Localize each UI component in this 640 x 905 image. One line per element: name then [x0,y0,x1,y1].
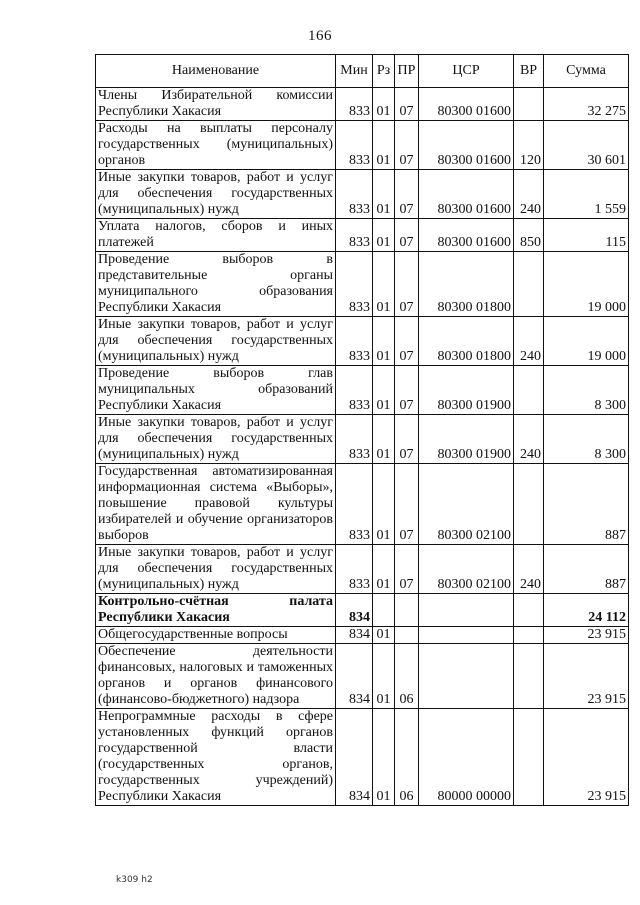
header-rz: Рз [373,55,395,88]
row-csr: 80300 02100 [419,545,514,594]
row-rz: 01 [373,545,395,594]
row-min: 834 [336,594,373,627]
row-rz: 01 [373,170,395,219]
table-row [96,366,629,415]
row-name: Проведение выборов глав муниципальных образований Республики Хакасия [96,366,336,415]
row-vr [514,464,544,545]
row-min: 834 [336,709,373,806]
row-csr [419,644,514,709]
row-rz: 01 [373,627,395,644]
row-pr: 07 [395,464,419,545]
row-vr: 240 [514,415,544,464]
row-csr: 80300 01600 [419,219,514,252]
row-sum: 32 275 [544,88,629,121]
table-header-row [96,55,629,88]
table-row [96,644,629,709]
row-vr [514,366,544,415]
row-pr: 07 [395,252,419,317]
row-min: 833 [336,219,373,252]
row-pr [395,594,419,627]
row-csr: 80300 01600 [419,121,514,170]
footer-code: k309 h2 [116,875,153,885]
row-vr [514,644,544,709]
header-sum: Сумма [544,55,629,88]
row-pr: 06 [395,709,419,806]
row-name: Иные закупки товаров, работ и услуг для обеспечения государственных (муниципальных) нужд [96,415,336,464]
header-min: Мин [336,55,373,88]
row-csr: 80300 02100 [419,464,514,545]
row-rz: 01 [373,366,395,415]
table-row [96,545,629,594]
row-rz: 01 [373,644,395,709]
row-vr [514,252,544,317]
table-row [96,252,629,317]
table-row [96,709,629,806]
row-sum: 887 [544,545,629,594]
row-sum: 23 915 [544,709,629,806]
header-vr: ВР [514,55,544,88]
table-row [96,317,629,366]
row-min: 834 [336,644,373,709]
row-csr: 80300 01800 [419,317,514,366]
row-csr: 80300 01800 [419,252,514,317]
row-rz: 01 [373,88,395,121]
row-sum: 1 559 [544,170,629,219]
row-min: 833 [336,366,373,415]
row-vr: 120 [514,121,544,170]
row-name: Расходы на выплаты персоналу государственных (муниципальных) органов [96,121,336,170]
row-csr: 80300 01900 [419,415,514,464]
table-row [96,464,629,545]
row-name: Общегосударственные вопросы [96,627,336,644]
row-csr [419,594,514,627]
row-vr: 240 [514,545,544,594]
row-rz: 01 [373,415,395,464]
header-pr: ПР [395,55,419,88]
row-pr: 07 [395,121,419,170]
row-min: 833 [336,545,373,594]
row-vr [514,709,544,806]
row-csr: 80000 00000 [419,709,514,806]
row-pr: 07 [395,170,419,219]
page-number: 166 [308,28,332,44]
row-vr [514,594,544,627]
row-sum: 19 000 [544,252,629,317]
row-vr: 240 [514,317,544,366]
row-pr: 07 [395,88,419,121]
row-vr: 850 [514,219,544,252]
row-rz: 01 [373,317,395,366]
row-sum: 24 112 [544,594,629,627]
row-rz: 01 [373,121,395,170]
row-vr [514,88,544,121]
row-rz: 01 [373,709,395,806]
row-pr [395,627,419,644]
row-name: Проведение выборов в представительные органы муниципального образования Республики Хакасия [96,252,336,317]
row-pr: 07 [395,415,419,464]
row-csr: 80300 01600 [419,88,514,121]
row-name: Контрольно-счётная палата Республики Хакасия [96,594,336,627]
row-sum: 30 601 [544,121,629,170]
row-min: 833 [336,121,373,170]
row-pr: 07 [395,219,419,252]
row-min: 833 [336,317,373,366]
row-sum: 23 915 [544,627,629,644]
row-rz: 01 [373,464,395,545]
row-pr: 06 [395,644,419,709]
row-min: 833 [336,464,373,545]
budget-table [95,54,629,806]
row-min: 833 [336,88,373,121]
row-csr [419,627,514,644]
table-row [96,627,629,644]
row-name: Иные закупки товаров, работ и услуг для обеспечения государственных (муниципальных) нужд [96,545,336,594]
row-rz [373,594,395,627]
row-name: Государственная автоматизированная информационная система «Выборы», повышение правовой культуры избирателей и обучение организаторов выборов [96,464,336,545]
row-min: 834 [336,627,373,644]
row-csr: 80300 01600 [419,170,514,219]
row-pr: 07 [395,317,419,366]
row-sum: 8 300 [544,415,629,464]
table-row [96,170,629,219]
header-name: Наименование [96,55,336,88]
row-name: Обеспечение деятельности финансовых, налоговых и таможенных органов и органов финансового (финансово-бюджетного) надзора [96,644,336,709]
row-sum: 8 300 [544,366,629,415]
row-name: Непрограммные расходы в сфере установленных функций органов государственной власти (государственных органов, государственных учреждений) Республики Хакасия [96,709,336,806]
row-sum: 23 915 [544,644,629,709]
table-row [96,219,629,252]
row-name: Уплата налогов, сборов и иных платежей [96,219,336,252]
row-sum: 19 000 [544,317,629,366]
row-pr: 07 [395,545,419,594]
row-vr: 240 [514,170,544,219]
table-row [96,121,629,170]
row-pr: 07 [395,366,419,415]
row-csr: 80300 01900 [419,366,514,415]
row-min: 833 [336,170,373,219]
row-min: 833 [336,252,373,317]
table-row [96,594,629,627]
row-name: Иные закупки товаров, работ и услуг для обеспечения государственных (муниципальных) нужд [96,170,336,219]
row-vr [514,627,544,644]
row-name: Иные закупки товаров, работ и услуг для обеспечения государственных (муниципальных) нужд [96,317,336,366]
table-body [96,88,629,806]
row-rz: 01 [373,219,395,252]
row-rz: 01 [373,252,395,317]
row-name: Члены Избирательной комиссии Республики Хакасия [96,88,336,121]
row-sum: 115 [544,219,629,252]
row-sum: 887 [544,464,629,545]
row-min: 833 [336,415,373,464]
table-row [96,415,629,464]
table-row [96,88,629,121]
header-csr: ЦСР [419,55,514,88]
